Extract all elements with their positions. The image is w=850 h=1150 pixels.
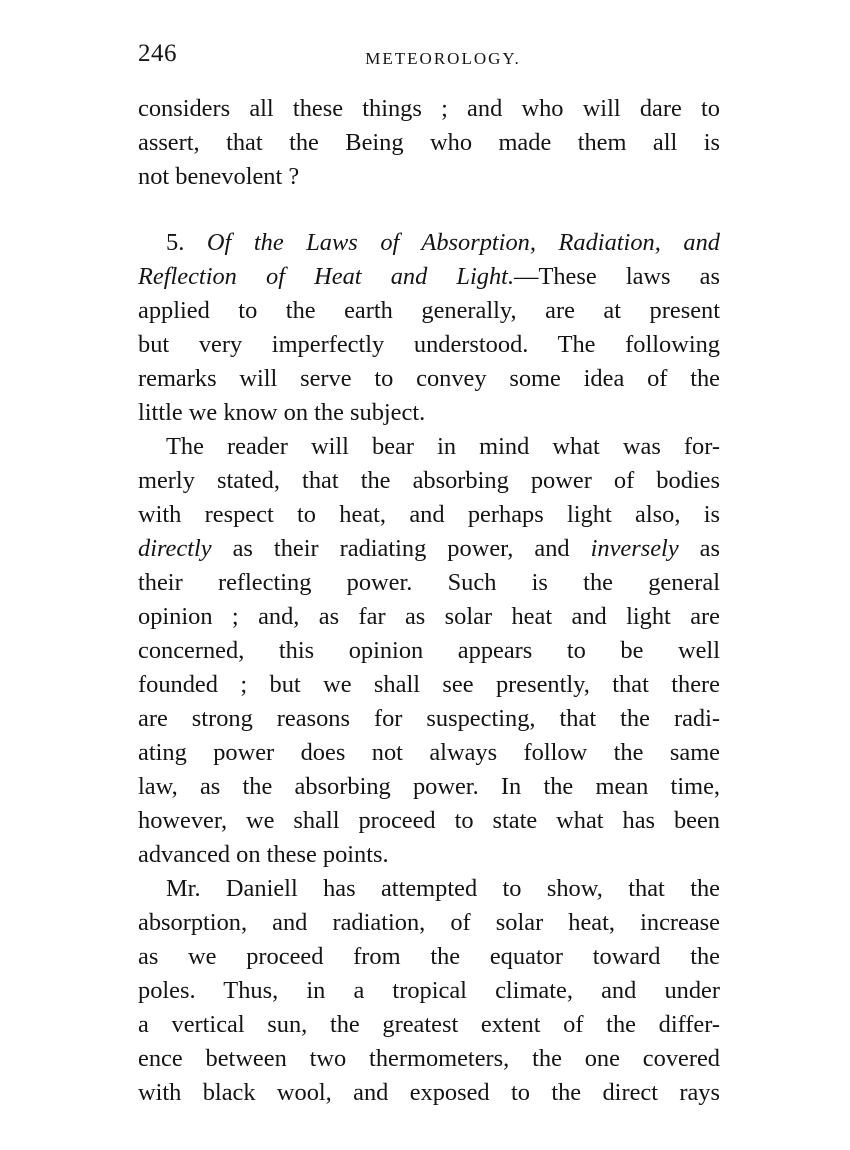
- text-line: remarks will serve to convey some idea of the: [138, 365, 720, 392]
- section-heading-line: [138, 260, 720, 294]
- text-line: with respect to heat, and perhaps light also, is: [138, 501, 720, 528]
- text-line-with-emphasis: [138, 532, 720, 566]
- text-line: ence between two thermometers, the one covered: [138, 1045, 720, 1072]
- text-line: considers all these things ; and who will dare to: [138, 95, 720, 122]
- text-line: absorption, and radiation, of solar heat, increase: [138, 909, 720, 936]
- section-heading-line: [138, 226, 720, 260]
- text-line: founded ; but we shall see presently, that there: [138, 671, 720, 698]
- text-line: The reader will bear in mind what was for-: [166, 433, 720, 460]
- text-line: concerned, this opinion appears to be well: [138, 637, 720, 664]
- text-line: law, as the absorbing power. In the mean time,: [138, 773, 720, 800]
- text-line: assert, that the Being who made them all is: [138, 129, 720, 156]
- paragraph-daniell: [138, 872, 720, 1110]
- section-heading-italic: Reflection of Heat and Light.: [138, 263, 515, 290]
- paragraph-continued: [138, 92, 720, 194]
- emphasis-inversely: inversely: [590, 535, 679, 562]
- text-line: a vertical sun, the greatest extent of the differ-: [138, 1011, 720, 1038]
- text-line: but very imperfectly understood. The following: [138, 331, 720, 358]
- text-line: advanced on these points.: [138, 841, 389, 868]
- text-line: merly stated, that the absorbing power of bodies: [138, 467, 720, 494]
- text-line: are strong reasons for suspecting, that the radi-: [138, 705, 720, 732]
- section-number: 5.: [166, 229, 185, 256]
- text-line: opinion ; and, as far as solar heat and light are: [138, 603, 720, 630]
- text-line: applied to the earth generally, are at present: [138, 297, 720, 324]
- text-line: poles. Thus, in a tropical climate, and under: [138, 977, 720, 1004]
- text-line: however, we shall proceed to state what has been: [138, 807, 720, 834]
- text-line: as we proceed from the equator toward the: [138, 943, 720, 970]
- section-5: [138, 226, 720, 430]
- book-page: [138, 40, 720, 1110]
- running-title: METEOROLOGY.: [365, 49, 521, 68]
- text-fragment: as their radiating power, and: [211, 535, 591, 562]
- text-line: their reflecting power. Such is the general: [138, 569, 720, 596]
- text-line: Mr. Daniell has attempted to show, that the: [166, 875, 720, 902]
- text-line: not benevolent ?: [138, 163, 300, 190]
- text-line: little we know on the subject.: [138, 399, 426, 426]
- text-fragment: as: [678, 535, 720, 562]
- emphasis-directly: directly: [138, 535, 212, 562]
- page-header: [138, 40, 720, 74]
- section-gap: [138, 194, 720, 226]
- section-heading-trail: —These laws as: [514, 263, 720, 290]
- page-number: 246: [138, 40, 177, 67]
- text-line: ating power does not always follow the same: [138, 739, 720, 766]
- text-line: with black wool, and exposed to the direct rays: [138, 1079, 720, 1106]
- section-heading-italic: Of the Laws of Absorption, Radiation, and: [206, 229, 720, 256]
- paragraph-absorbing-power: [138, 430, 720, 872]
